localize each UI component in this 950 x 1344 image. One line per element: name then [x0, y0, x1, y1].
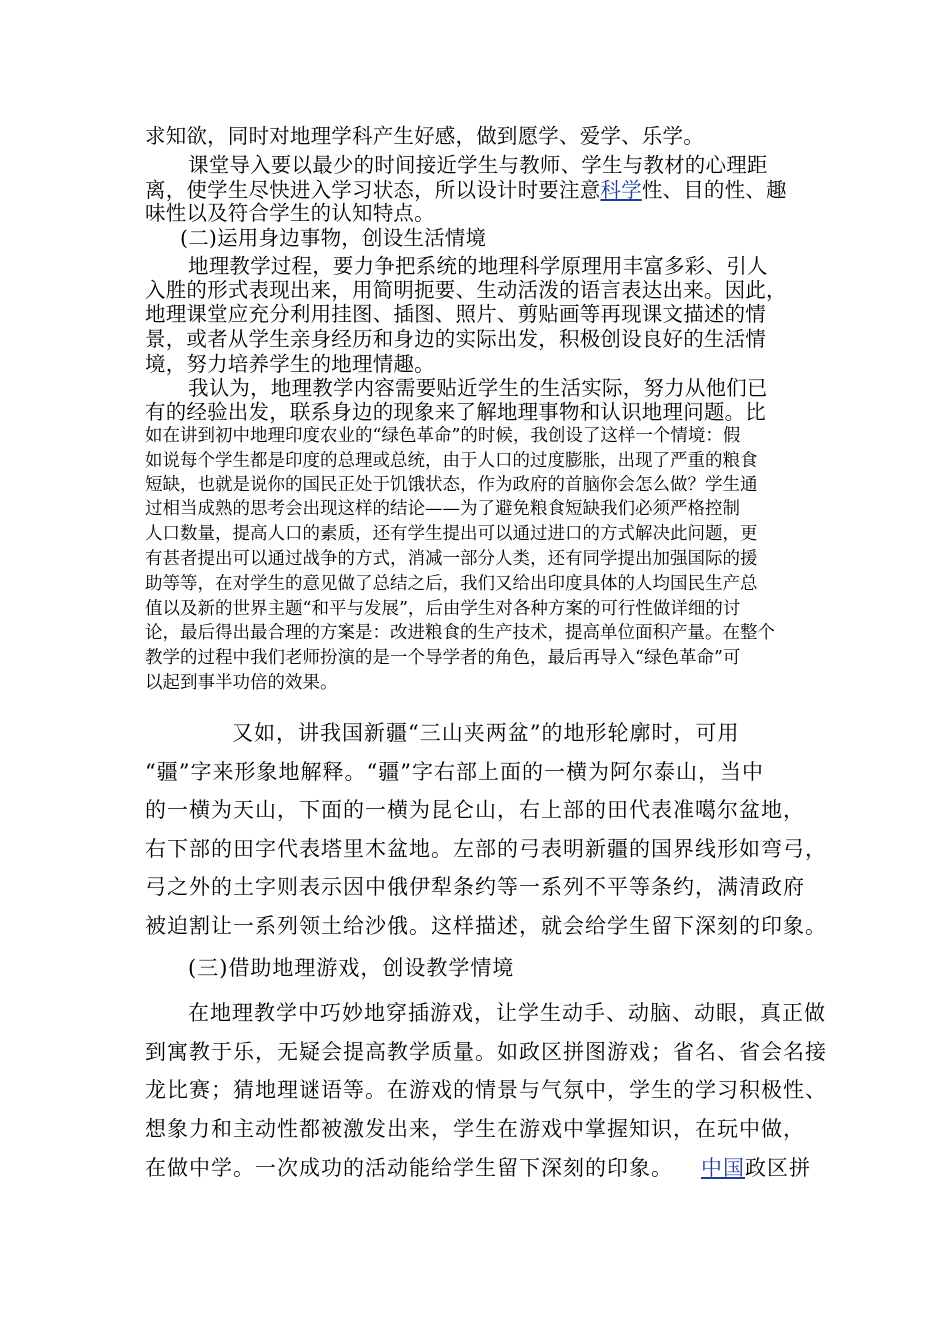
text-line-14: 如说每个学生都是印度的总理或总统，由于人口的过度膨胀，出现了严重的粮食 — [145, 451, 758, 471]
text-line-8: 地理课堂应充分利用挂图、插图、照片、剪贴画等再现课文描述的情 — [145, 302, 766, 326]
text-line-10: 境，努力培养学生的地理情趣。 — [145, 352, 435, 376]
text-line-3-end: 性、目的性、趣 — [641, 178, 787, 202]
text-line-6: 地理教学过程，要力争把系统的地理科学原理用丰富多彩、引人 — [188, 254, 768, 278]
text-line-12: 有的经验出发，联系身边的现象来了解地理事物和认识地理问题。比 — [145, 400, 766, 424]
text-line-25: “疆”字来形象地解释。“疆”字右部上面的一横为阿尔泰山，当中 — [145, 760, 764, 784]
text-line-17: 人口数量，提高人口的素质，还有学生提出可以通过进口的方式解决此问题，更 — [145, 524, 758, 544]
text-line-20: 值以及新的世界主题“和平与发展”，后由学生对各种方案的可行性做详细的讨 — [145, 599, 741, 619]
section-heading-2: (二)运用身边事物，创设生活情境 — [180, 226, 487, 250]
text-line-35-end: 政区拼 — [745, 1156, 811, 1180]
text-line-24: 又如，讲我国新疆“三山夹两盆”的地形轮廓时，可用 — [232, 721, 740, 745]
text-line-35 — [145, 1158, 811, 1179]
section-heading-3: (三)借助地理游戏，创设教学情境 — [188, 956, 515, 980]
text-line-26: 的一横为天山，下面的一横为昆仑山，右上部的田代表准噶尔盆地， — [145, 798, 805, 822]
text-line-11: 我认为，地理教学内容需要贴近学生的生活实际，努力从他们已 — [188, 376, 768, 400]
text-line-35-start: 在做中学。一次成功的活动能给学生留下深刻的印象。 — [145, 1156, 673, 1180]
text-line-16: 过相当成熟的思考会出现这样的结论——为了避免粮食短缺我们必须严格控制 — [145, 499, 740, 519]
hyperlink-kexue[interactable]: 科学 — [600, 178, 642, 202]
text-line-21: 论，最后得出最合理的方案是：改进粮食的生产技术，提高单位面积产量。在整个 — [145, 623, 775, 643]
text-line-4: 味性以及符合学生的认知特点。 — [145, 201, 435, 225]
text-line-29: 被迫割让一系列领土给沙俄。这样描述，就会给学生留下深刻的印象。 — [145, 914, 827, 938]
hyperlink-zhongguo[interactable]: 中国 — [701, 1156, 745, 1180]
text-line-34: 想象力和主动性都被激发出来，学生在游戏中掌握知识，在玩中做， — [145, 1117, 805, 1141]
text-line-19: 助等等，在对学生的意见做了总结之后，我们又给出印度具体的人均国民生产总 — [145, 574, 758, 594]
text-line-18: 有甚者提出可以通过战争的方式，消减一部分人类，还有同学提出加强国际的援 — [145, 549, 758, 569]
text-line-2: 课堂导入要以最少的时间接近学生与教师、学生与教材的心理距 — [188, 153, 768, 177]
text-line-27: 右下部的田字代表塔里木盆地。左部的弓表明新疆的国界线形如弯弓， — [145, 837, 827, 861]
text-line-22: 教学的过程中我们老师扮演的是一个导学者的角色，最后再导入“绿色革命”可 — [145, 648, 741, 668]
text-line-13: 如在讲到初中地理印度农业的“绿色革命”的时候，我创设了这样一个情境：假 — [145, 426, 741, 446]
text-line-1: 求知欲，同时对地理学科产生好感，做到愿学、爱学、乐学。 — [145, 124, 704, 148]
text-line-32: 到寓教于乐，无疑会提高教学质量。如政区拼图游戏；省名、省会名接 — [145, 1040, 827, 1064]
text-line-3 — [145, 180, 787, 201]
text-line-3-start: 离，使学生尽快进入学习状态，所以设计时要注意 — [145, 178, 601, 202]
text-line-23: 以起到事半功倍的效果。 — [145, 673, 338, 693]
text-line-28: 弓之外的土字则表示因中俄伊犁条约等一系列不平等条约，满清政府 — [145, 875, 805, 899]
text-line-15: 短缺，也就是说你的国民正处于饥饿状态，作为政府的首脑你会怎么做？学生通 — [145, 475, 758, 495]
text-line-7: 入胜的形式表现出来，用简明扼要、生动活泼的语言表达出来。因此， — [145, 278, 787, 302]
text-line-31: 在地理教学中巧妙地穿插游戏，让学生动手、动脑、动眼，真正做 — [188, 1001, 826, 1025]
text-line-33: 龙比赛；猜地理谜语等。在游戏的情景与气氛中，学生的学习积极性、 — [145, 1078, 827, 1102]
text-line-9: 景，或者从学生亲身经历和身边的实际出发，积极创设良好的生活情 — [145, 327, 766, 351]
